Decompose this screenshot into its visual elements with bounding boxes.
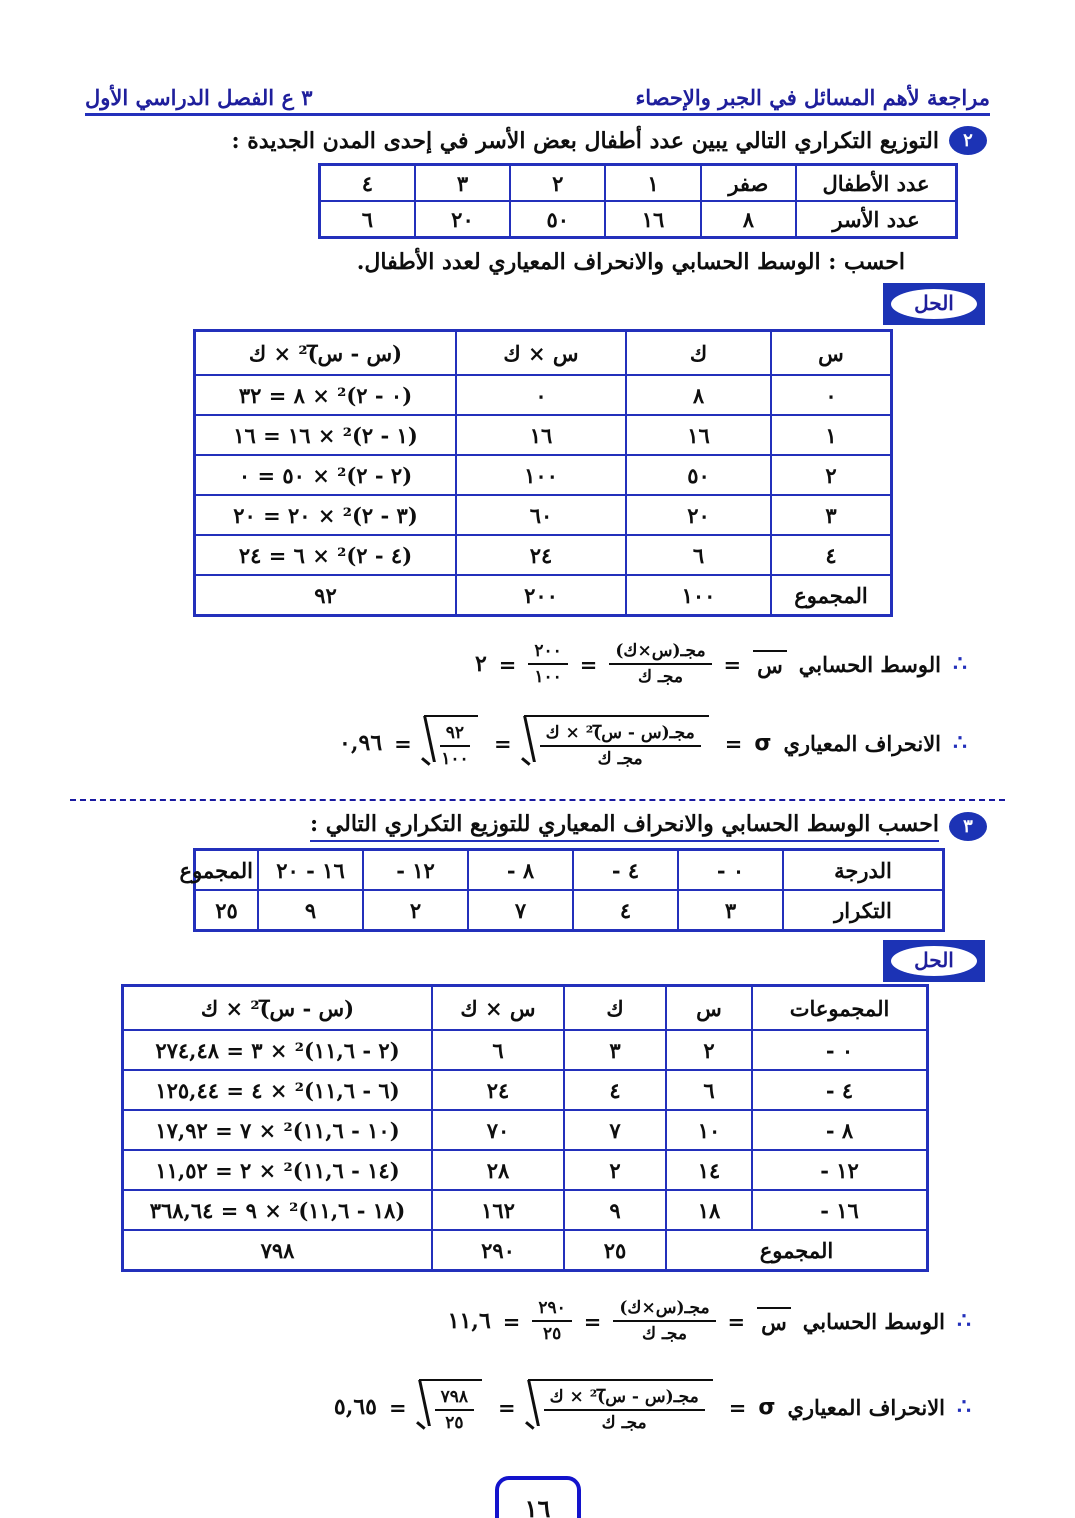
page-number: ١٦	[524, 1493, 551, 1518]
cell-group: ١٢ -	[752, 1150, 928, 1190]
cell-xk: ٧٠	[432, 1110, 564, 1150]
problem3-solution-table	[121, 984, 929, 1272]
cell-x: ١٨	[666, 1190, 752, 1230]
table-row	[195, 535, 892, 575]
cell-dev: (٠ - ٢)² × ٨ = ٣٢	[195, 375, 457, 415]
table-row	[320, 165, 957, 202]
header-title-left: ٣ ع الفصل الدراسي الأول	[85, 85, 313, 110]
cell-frequency: ٢	[363, 890, 468, 931]
table-row	[195, 375, 892, 415]
cell-xk: ٦٠	[456, 495, 626, 535]
cell-dev: (١٨ - ١١,٦)² × ٩ = ٣٦٨,٦٤	[123, 1190, 433, 1230]
cell-k: ٢٠	[626, 495, 771, 535]
radical	[419, 1379, 482, 1436]
sigma-symbol: σ	[754, 730, 772, 756]
sd-formula-problem3	[0, 1362, 971, 1452]
problem3-heading	[60, 811, 987, 842]
cell-k: ٧	[564, 1110, 666, 1150]
cell-families: ٦	[320, 201, 415, 238]
cell-xk: ٦	[432, 1030, 564, 1070]
cell-grade-class: ٠ -	[678, 850, 783, 891]
cell-total-xk: ٢٠٠	[456, 575, 626, 616]
table-header-row	[123, 986, 928, 1031]
table-row	[123, 1190, 928, 1230]
mean-label: الوسط الحسابي	[798, 651, 941, 677]
cell-grade-class: ١٦ - ٢٠	[258, 850, 363, 891]
mean-result: ١١,٦	[447, 1308, 491, 1335]
cell-k: ٥٠	[626, 455, 771, 495]
x-bar-symbol: س	[753, 650, 787, 678]
solution-badge-label: الحل	[891, 289, 977, 319]
value-fraction: $\frac{٩٢}{١٠٠}$	[441, 722, 469, 770]
cell-dev: (١ - ٢)² × ١٦ = ١٦	[195, 415, 457, 455]
therefore-symbol: ∴	[957, 1308, 971, 1335]
problem2-statement: التوزيع التكراري التالي يبين عدد أطفال بعض الأسر في إحدى المدن الجديدة :	[231, 127, 939, 154]
cell-total-dev: ٧٩٨	[123, 1230, 433, 1271]
cell-dev: (١٠ - ١١,٦)² × ٧ = ١٧,٩٢	[123, 1110, 433, 1150]
equals-sign: =	[498, 651, 517, 677]
page-header	[85, 86, 990, 116]
equals-sign: =	[389, 1394, 407, 1420]
equals-sign: =	[723, 651, 742, 677]
sigma-symbol: σ	[758, 1394, 776, 1420]
cell-total-dev: ٩٢	[195, 575, 457, 616]
therefore-symbol: ∴	[953, 651, 967, 678]
col-header-k: ك	[626, 331, 771, 376]
col-header-k: ك	[564, 986, 666, 1031]
therefore-symbol: ∴	[957, 1394, 971, 1421]
equals-sign: =	[727, 1308, 746, 1334]
cell-x: ٢	[771, 455, 892, 495]
cell-xk: ٠	[456, 375, 626, 415]
cell-total-xk: ٢٩٠	[432, 1230, 564, 1271]
value-fraction: $\frac{٧٩٨}{٢٥}$	[435, 1387, 474, 1434]
equals-sign: =	[494, 730, 512, 756]
cell-k: ٨	[626, 375, 771, 415]
symbolic-fraction: $\frac{\text{مجـ(س - س̅)² × ك}}{\text{مجـ ك}}$	[540, 723, 701, 770]
cell-grade-class: ١٢ -	[363, 850, 468, 891]
cell-k: ١٦	[626, 415, 771, 455]
cell-dev: (٢ - ١١,٦)² × ٣ = ٢٧٤,٤٨	[123, 1030, 433, 1070]
cell-frequency: ٣	[678, 890, 783, 931]
col-header-dev: (س - س̅)² × ك	[123, 986, 433, 1031]
equals-sign: =	[579, 651, 598, 677]
cell-x: ١٠	[666, 1110, 752, 1150]
cell-xk: ٢٨	[432, 1150, 564, 1190]
table-row	[320, 201, 957, 238]
cell-xk: ١٠٠	[456, 455, 626, 495]
table-row	[123, 1030, 928, 1070]
problem3-number-badge: ٣	[949, 812, 987, 841]
cell-children: ٢	[510, 165, 605, 202]
table-header-row	[195, 331, 892, 376]
cell-total-label: المجموع	[771, 575, 892, 616]
cell-xk: ١٦٢	[432, 1190, 564, 1230]
cell-group: ٠ -	[752, 1030, 928, 1070]
cell-dev: (١٤ - ١١,٦)² × ٢ = ١١,٥٢	[123, 1150, 433, 1190]
table-row	[195, 850, 944, 891]
mean-label: الوسط الحسابي	[802, 1308, 945, 1334]
problem3-statement: احسب الوسط الحسابي والانحراف المعياري للتوزيع التكراري التالي :	[310, 811, 939, 842]
page-number-box	[495, 1476, 581, 1518]
cell-grade-class: ٤ -	[573, 850, 678, 891]
cell-k: ٩	[564, 1190, 666, 1230]
symbolic-fraction: $\frac{\text{مجـ(س×ك)}}{\text{مجـ ك}}$	[609, 641, 711, 688]
table-total-row	[195, 575, 892, 616]
col-header-xk: س × ك	[456, 331, 626, 376]
table-row	[195, 495, 892, 535]
grades-frequency-table	[179, 848, 945, 932]
row-header-families: عدد الأسر	[796, 201, 957, 238]
cell-x: ١	[771, 415, 892, 455]
table-row	[195, 415, 892, 455]
problem2-solution-table	[193, 329, 893, 617]
sd-formula-problem2	[0, 701, 967, 785]
cell-dev: (٣ - ٢)² × ٢٠ = ٢٠	[195, 495, 457, 535]
solution-badge	[883, 283, 985, 325]
cell-families: ١٦	[605, 201, 700, 238]
cell-dev: (٢ - ٢)² × ٥٠ = ٠	[195, 455, 457, 495]
mean-result: ٢	[474, 651, 487, 678]
cell-grade-total-label: المجموع	[195, 850, 259, 891]
radical	[528, 1379, 713, 1436]
solution-badge	[883, 940, 985, 982]
radical	[424, 715, 478, 772]
col-header-groups: المجموعات	[752, 986, 928, 1031]
sd-label: الانحراف المعياري	[787, 1394, 945, 1420]
radical	[524, 715, 709, 772]
cell-k: ٢	[564, 1150, 666, 1190]
cell-x: ٣	[771, 495, 892, 535]
cell-dev: (٦ - ١١,٦)² × ٤ = ١٢٥,٤٤	[123, 1070, 433, 1110]
cell-group: ٨ -	[752, 1110, 928, 1150]
row-header-grade: الدرجة	[783, 850, 944, 891]
cell-families: ٨	[701, 201, 796, 238]
cell-xk: ٢٤	[432, 1070, 564, 1110]
problem2-instruction: احسب : الوسط الحسابي والانحراف المعياري لعدد الأطفال.	[356, 249, 905, 276]
col-header-x: س	[771, 331, 892, 376]
solution-badge-label: الحل	[891, 946, 977, 976]
equals-sign: =	[724, 730, 743, 756]
cell-k: ٦	[626, 535, 771, 575]
cell-grade-class: ٨ -	[468, 850, 573, 891]
problem2-heading	[60, 126, 987, 155]
cell-frequency-total: ٢٥	[195, 890, 259, 931]
problem2-number-badge: ٢	[949, 126, 987, 155]
equals-sign: =	[394, 730, 412, 756]
cell-dev: (٤ - ٢)² × ٦ = ٢٤	[195, 535, 457, 575]
cell-group: ٤ -	[752, 1070, 928, 1110]
mean-formula-problem3	[0, 1290, 971, 1352]
x-bar-symbol: س	[757, 1307, 791, 1335]
col-header-x: س	[666, 986, 752, 1031]
header-title-right: مراجعة لأهم المسائل في الجبر والإحصاء	[635, 85, 990, 110]
equals-sign: =	[502, 1308, 521, 1334]
children-frequency-table	[318, 163, 958, 239]
cell-x: ١٤	[666, 1150, 752, 1190]
cell-frequency: ٤	[573, 890, 678, 931]
cell-xk: ١٦	[456, 415, 626, 455]
cell-x: ٤	[771, 535, 892, 575]
table-row	[195, 890, 944, 931]
cell-xk: ٢٤	[456, 535, 626, 575]
cell-total-label: المجموع	[666, 1230, 928, 1271]
row-header-children: عدد الأطفال	[796, 165, 957, 202]
table-total-row	[123, 1230, 928, 1271]
cell-families: ٥٠	[510, 201, 605, 238]
table-row	[195, 455, 892, 495]
cell-frequency: ٩	[258, 890, 363, 931]
table-row	[123, 1150, 928, 1190]
symbolic-fraction: $\frac{\text{مجـ(س - س̅)² × ك}}{\text{مجـ ك}}$	[544, 1387, 705, 1434]
cell-total-k: ١٠٠	[626, 575, 771, 616]
cell-children: صفر	[701, 165, 796, 202]
cell-k: ٤	[564, 1070, 666, 1110]
sd-result: ٥,٦٥	[333, 1394, 377, 1421]
cell-k: ٣	[564, 1030, 666, 1070]
cell-group: ١٦ -	[752, 1190, 928, 1230]
cell-children: ٣	[415, 165, 510, 202]
value-fraction: $\frac{٢٠٠}{١٠٠}$	[528, 641, 567, 688]
equals-sign: =	[728, 1394, 747, 1420]
table-row	[123, 1070, 928, 1110]
cell-x: ٦	[666, 1070, 752, 1110]
cell-families: ٢٠	[415, 201, 510, 238]
equals-sign: =	[498, 1394, 516, 1420]
table-row	[123, 1110, 928, 1150]
cell-children: ٤	[320, 165, 415, 202]
cell-x: ٠	[771, 375, 892, 415]
value-fraction: $\frac{٢٩٠}{٢٥}$	[532, 1298, 571, 1345]
cell-total-k: ٢٥	[564, 1230, 666, 1271]
sd-label: الانحراف المعياري	[783, 730, 941, 756]
cell-frequency: ٧	[468, 890, 573, 931]
cell-x: ٢	[666, 1030, 752, 1070]
symbolic-fraction: $\frac{\text{مجـ(س×ك)}}{\text{مجـ ك}}$	[613, 1298, 715, 1345]
sd-result: ٠,٩٦	[339, 730, 383, 757]
col-header-xk: س × ك	[432, 986, 564, 1031]
cell-children: ١	[605, 165, 700, 202]
equals-sign: =	[583, 1308, 602, 1334]
col-header-dev: (س - س̅)² × ك	[195, 331, 457, 376]
section-divider	[70, 799, 1005, 801]
mean-formula-problem2	[0, 633, 967, 695]
row-header-frequency: التكرار	[783, 890, 944, 931]
therefore-symbol: ∴	[953, 730, 967, 757]
